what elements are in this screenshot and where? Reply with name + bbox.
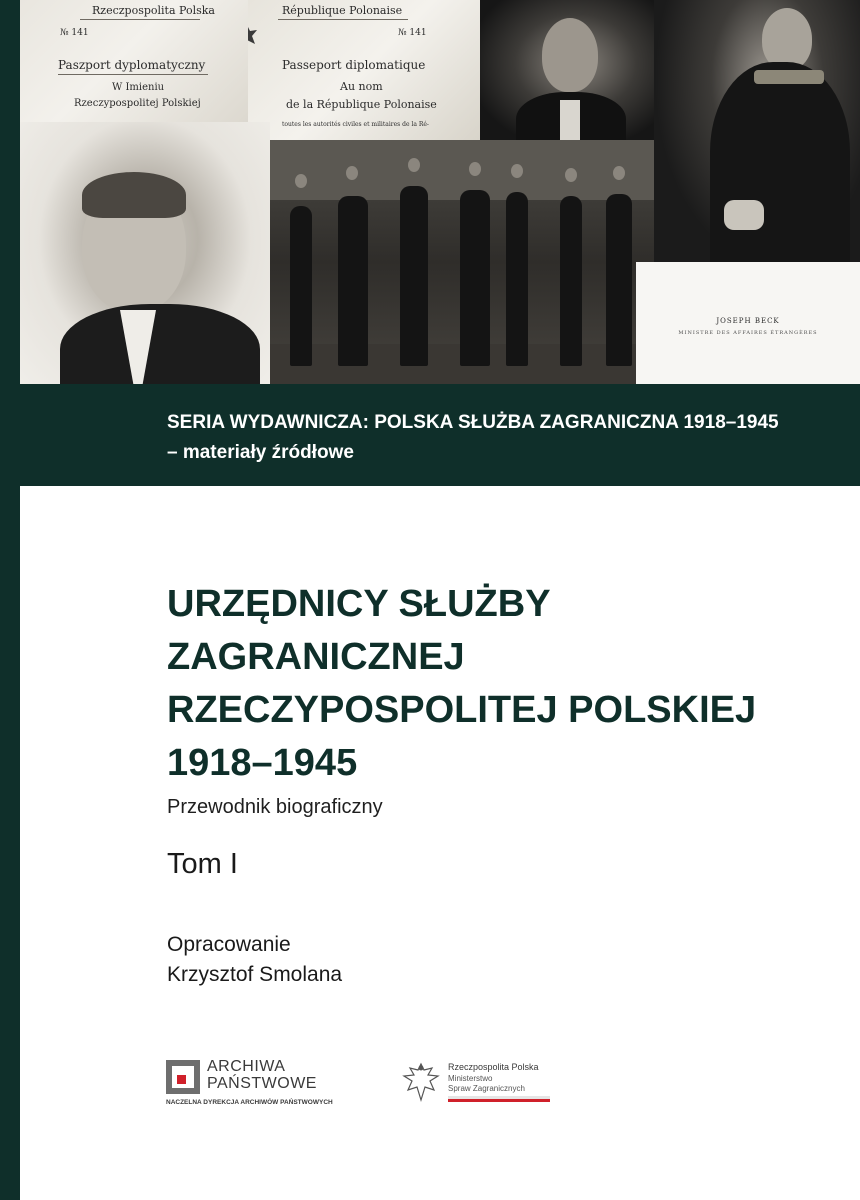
- editor-label: Opracowanie: [167, 933, 291, 956]
- passport-fr-number: № 141: [398, 28, 427, 38]
- title-line-1: URZĘDNICY SŁUŻBY: [167, 583, 551, 625]
- passport-pl-title: Paszport dyplomatyczny: [58, 58, 206, 72]
- title-line-2: ZAGRANICZNEJ: [167, 636, 465, 678]
- series-line-2: – materiały źródłowe: [167, 442, 354, 463]
- visiting-card-role: MINISTRE DES AFFAIRES ÉTRANGÈRES: [678, 330, 818, 336]
- title-line-4: 1918–1945: [167, 742, 358, 784]
- flag-red-stripe: [448, 1099, 550, 1102]
- editor-block: [167, 930, 342, 990]
- archiwa-square-icon: [166, 1060, 200, 1094]
- book-title: [167, 578, 827, 790]
- passport-fr-line1: Au nom: [340, 80, 383, 93]
- cover-spine: [0, 0, 20, 1200]
- archiwa-line-2: PAŃSTWOWE: [207, 1075, 317, 1092]
- passport-fr-title: Passeport diplomatique: [282, 58, 426, 72]
- title-line-3: RZECZYPOSPOLITEJ POLSKIEJ: [167, 689, 757, 731]
- visiting-card-name: JOSEPH BECK: [716, 317, 780, 325]
- passport-pl-number: № 141: [60, 28, 89, 38]
- archiwa-panstwowe-logo: [166, 1060, 336, 1108]
- series-heading: [167, 408, 827, 468]
- portrait-photo-left: [20, 122, 270, 384]
- volume-label: Tom I: [167, 848, 238, 880]
- passport-fr-line3: toutes les autorités civiles et militaires de la Ré-: [282, 121, 429, 128]
- portrait-photo-uniform: [654, 0, 860, 262]
- series-line-1: SERIA WYDAWNICZA: POLSKA SŁUŻBA ZAGRANICZNA 1918–1945: [167, 412, 779, 433]
- archiwa-subtitle: NACZELNA DYREKCJA ARCHIWÓW PAŃSTWOWYCH: [166, 1099, 333, 1106]
- msz-logo: [398, 1060, 558, 1110]
- passport-page-french: [248, 0, 480, 140]
- passport-fr-line2: de la République Polonaise: [286, 98, 437, 111]
- passport-pl-line2: Rzeczypospolitej Polskiej: [74, 98, 201, 109]
- msz-line-1: Rzeczpospolita Polska: [448, 1062, 539, 1072]
- passport-fr-country: République Polonaise: [282, 4, 403, 17]
- passport-pl-line1: W Imieniu: [112, 82, 165, 93]
- visiting-card: [636, 262, 860, 384]
- passport-pl-country: Rzeczpospolita Polska: [92, 4, 215, 17]
- archiwa-line-1: ARCHIWA: [207, 1058, 286, 1075]
- group-photo-diplomats: [270, 140, 654, 384]
- portrait-photo-top: [480, 0, 654, 140]
- passport-page-polish: [20, 0, 248, 122]
- eagle-emblem-icon: [248, 22, 260, 52]
- msz-line-3: Spraw Zagranicznych: [448, 1084, 525, 1093]
- book-subtitle: Przewodnik biograficzny: [167, 796, 383, 818]
- editor-name: Krzysztof Smolana: [167, 963, 343, 986]
- msz-line-2: Ministerstwo: [448, 1074, 493, 1083]
- eagle-crest-icon: [398, 1060, 444, 1106]
